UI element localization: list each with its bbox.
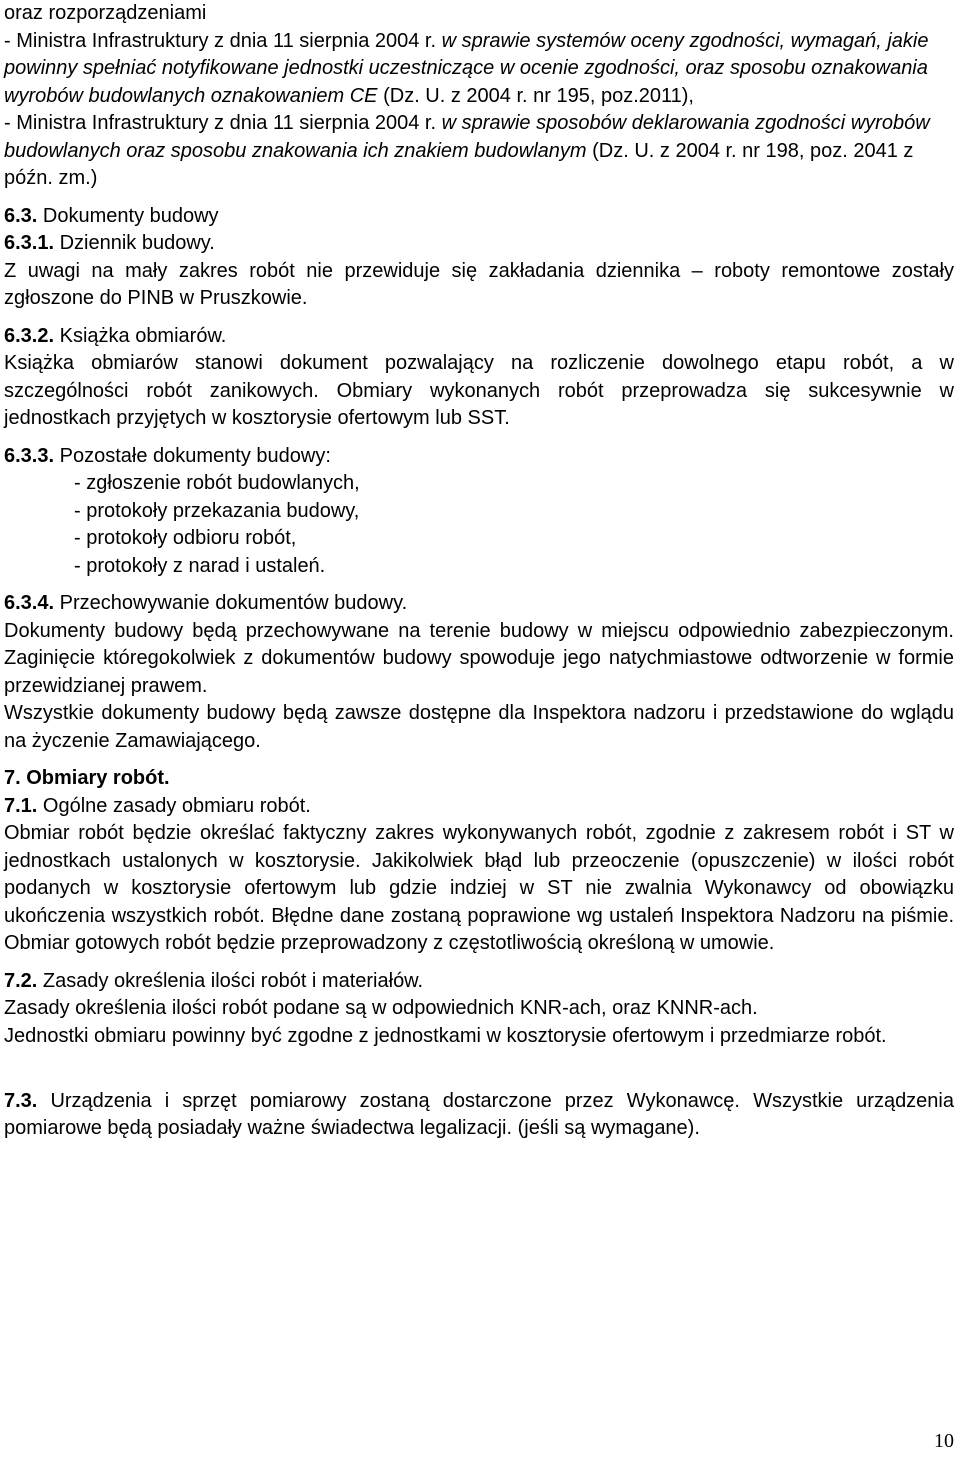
section-number: 6.3.3.	[4, 444, 55, 467]
list-item: - protokoły przekazania budowy,	[74, 499, 360, 522]
section-7-heading: 7. Obmiary robót.	[4, 767, 170, 789]
section-number: 6.3.	[4, 204, 38, 227]
section-7-1-heading	[4, 793, 954, 821]
section-6-3-4-body-2: Wszystkie dokumenty budowy będą zawsze dostępne dla Inspektora nadzoru i przedstawione do wglądu na życzenie Zamawiającego.	[4, 702, 954, 752]
regulation-item-1-title: w sprawie systemów oceny zgodności, wymagań, jakie powinny spełniać notyfikowane jednostki uczestniczące w ocenie zgodności, oraz sposobu oznakowania wyrobów budowlanych oznakowaniem CE	[4, 29, 929, 107]
section-6-3-3-heading	[4, 443, 954, 471]
section-7-2-body-2: Jednostki obmiaru powinny być zgodne z jednostkami w kosztorysie ofertowym i przedmiarze robót.	[4, 1024, 887, 1047]
document-page	[4, 0, 954, 1143]
section-number: 6.3.1.	[4, 232, 55, 254]
section-7-1-body: Obmiar robót będzie określać faktyczny zakres wykonywanych robót, zgodnie z zakresem robót i ST w jednostkach ustalonych w kosztorysie. Jakikolwiek błąd lub przeoczenie (opuszczenie) w ilości robót podanych w kosztorysie ofertowym lub gdzie indziej w ST nie zwalnia Wykonawcy od obowiązku ukończenia wszystkich robót. Błędne dane zostaną poprawione wg ustaleń Inspektora Nadzoru na piśmie. Obmiar gotowych robót będzie przeprowadzony z częstotliwością określoną w umowie.	[4, 822, 954, 954]
regulation-item-2-text: - Ministra Infrastruktury z dnia 11 sierpnia 2004 r.	[4, 112, 442, 134]
section-6-3-2-heading	[4, 323, 954, 351]
page-number: 10	[934, 1430, 954, 1452]
section-title: Dziennik budowy.	[54, 232, 215, 254]
section-6-3-4-heading	[4, 590, 954, 618]
section-6-3-2-body: Książka obmiarów stanowi dokument pozwalający na rozliczenie dowolnego etapu robót, a w szczególności robót zanikowych. Obmiary wykonanych robót przeprowadza się sukcesywnie w jednostkach przyjętych w kosztorysie ofertowym lub SST.	[4, 352, 954, 429]
regulation-item-2-ref: (Dz. U. z 2004 r. nr 198, poz. 2041 z późn. zm.)	[4, 139, 914, 189]
list-item: - protokoły odbioru robót,	[74, 527, 297, 549]
list-item: - zgłoszenie robót budowlanych,	[74, 472, 360, 494]
section-6-3-heading	[4, 203, 954, 231]
section-title: Przechowywanie dokumentów budowy.	[54, 592, 408, 614]
section-7-2-heading	[4, 968, 954, 996]
regulation-item-1	[4, 28, 954, 111]
section-7-2-body-1: Zasady określenia ilości robót podane są w odpowiednich KNR-ach, oraz KNNR-ach.	[4, 997, 758, 1019]
regulation-item-2	[4, 110, 954, 193]
intro-line: oraz rozporządzeniami	[4, 2, 207, 24]
documents-list	[4, 470, 954, 580]
section-title: Książka obmiarów.	[54, 324, 227, 347]
section-6-3-4-body-1: Dokumenty budowy będą przechowywane na terenie budowy w miejscu odpowiednio zabezpieczonym. Zaginięcie któregokolwiek z dokumentów budowy spowoduje jego natychmiastowe odtworzenie w formie przewidzianej prawem.	[4, 619, 954, 697]
section-number: 7.1.	[4, 794, 38, 817]
section-number: 7.2.	[4, 969, 38, 992]
regulation-item-2-title: w sprawie sposobów deklarowania zgodności wyrobów budowlanych oraz sposobu znakowania ich znakiem budowlanym	[4, 112, 930, 162]
section-number: 6.3.2.	[4, 324, 55, 347]
section-6-3-1-body: Z uwagi na mały zakres robót nie przewiduje się zakładania dziennika – roboty remontowe zostały zgłoszone do PINB w Pruszkowie.	[4, 259, 954, 309]
regulation-item-1-ref: (Dz. U. z 2004 r. nr 195, poz.2011),	[377, 84, 694, 107]
section-title: Dokumenty budowy	[37, 204, 219, 227]
section-number: 6.3.4.	[4, 592, 55, 614]
section-7-3-paragraph	[4, 1088, 954, 1143]
section-title: Pozostałe dokumenty budowy:	[54, 444, 331, 467]
list-item: - protokoły z narad i ustaleń.	[74, 554, 326, 577]
section-number: 7.3.	[4, 1089, 38, 1112]
section-7-3-body: Urządzenia i sprzęt pomiarowy zostaną dostarczone przez Wykonawcę. Wszystkie urządzenia pomiarowe będą posiadały ważne świadectwa legalizacji. (jeśli są wymagane).	[4, 1089, 954, 1139]
regulation-item-1-text: - Ministra Infrastruktury z dnia 11 sierpnia 2004 r.	[4, 29, 442, 52]
section-6-3-1-heading	[4, 230, 954, 258]
section-title: Zasady określenia ilości robót i materiałów.	[37, 969, 424, 992]
section-title: Ogólne zasady obmiaru robót.	[37, 794, 311, 817]
